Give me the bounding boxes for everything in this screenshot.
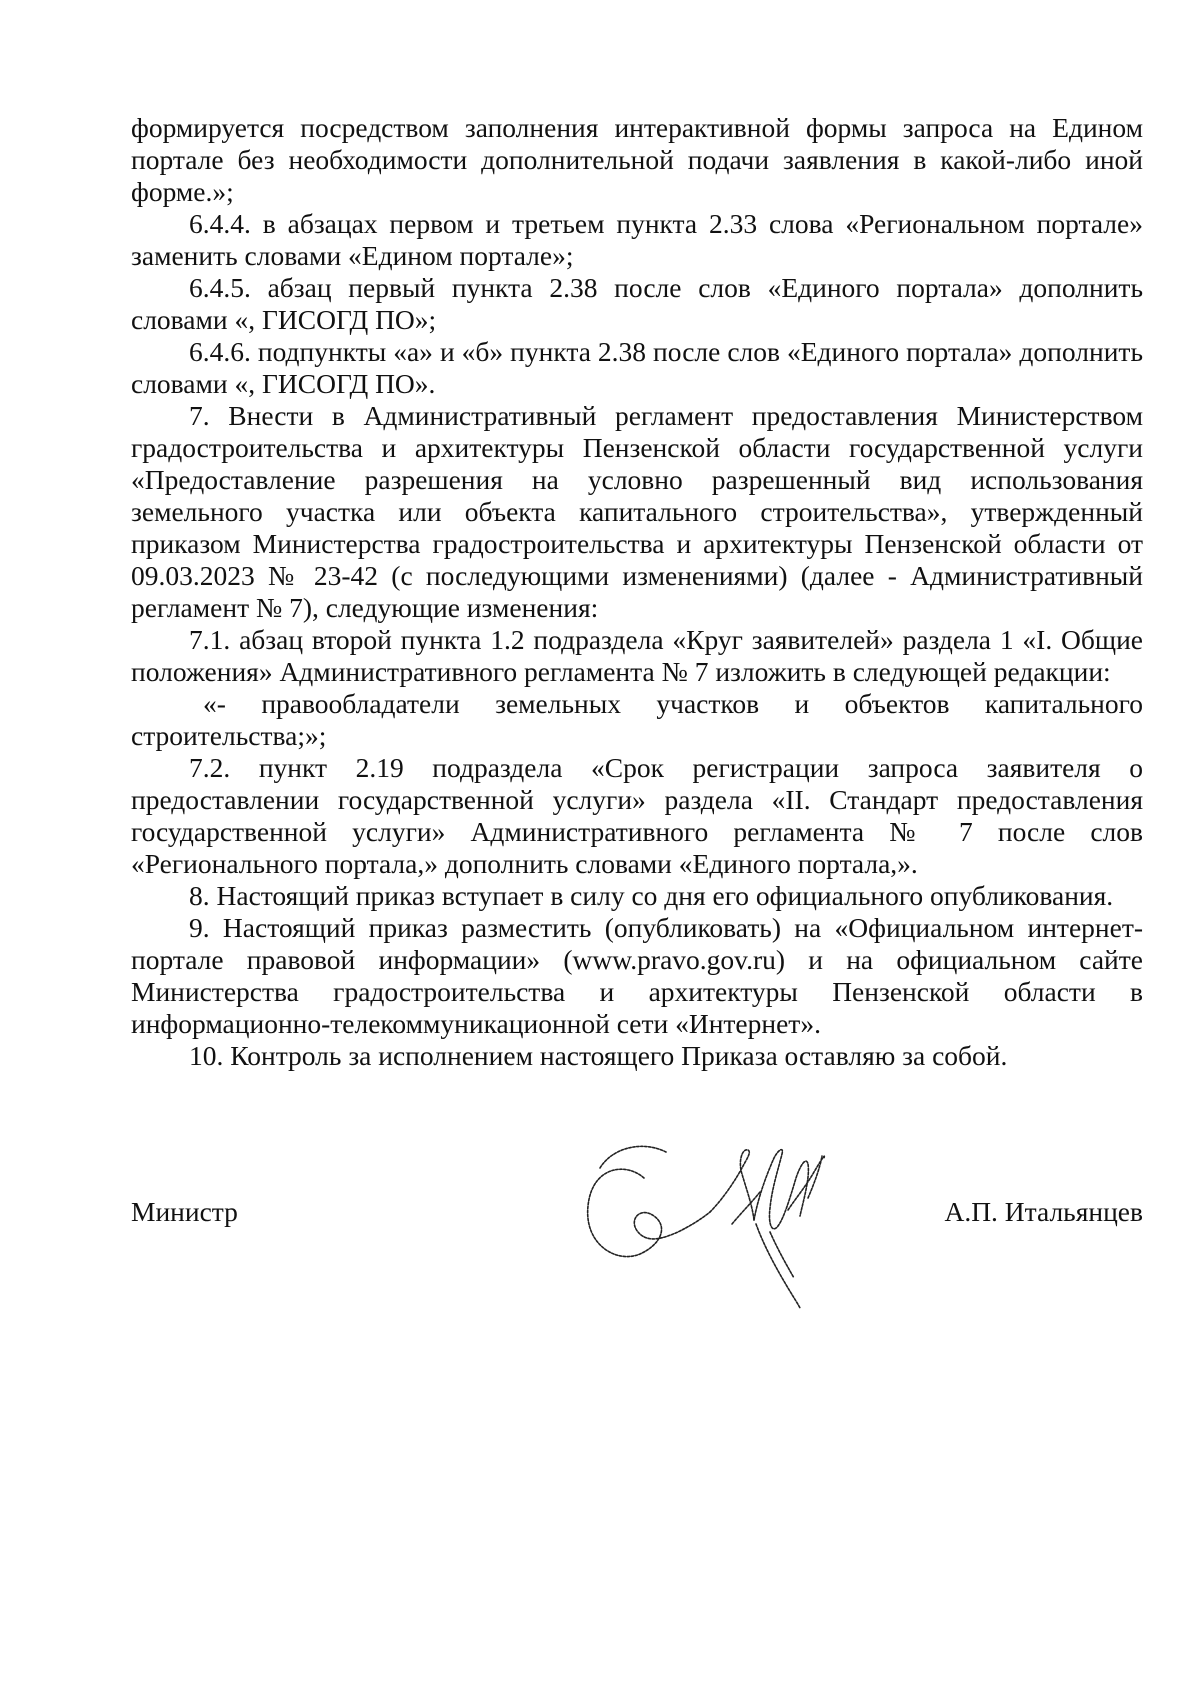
paragraph-9: 9. Настоящий приказ разместить (опубликовать) на «Официальном интернет-портале правовой информации» (www.pravo.gov.ru) и на официальном сайте Министерства градостроительства и архитектуры Пензенской области в информационно-телекоммуникационной сети «Интернет».	[131, 912, 1143, 1039]
paragraph-7-2: 7.2. пункт 2.19 подраздела «Срок регистрации запроса заявителя о предоставлении государственной услуги» раздела «II. Стандарт предоставления государственной услуги» Административного регламента № 7 после слов «Регионального портала,» дополнить словами «Единого портала,».	[131, 752, 1143, 879]
signer-name: А.П. Итальянцев	[944, 1196, 1143, 1227]
paragraph-7-1: 7.1. абзац второй пункта 1.2 подраздела «Круг заявителей» раздела 1 «I. Общие положения» Административного регламента № 7 изложить в следующей редакции:	[131, 624, 1143, 687]
paragraph-7: 7. Внести в Административный регламент предоставления Министерством градостроительства и архитектуры Пензенской области государственной услуги «Предоставление разрешения на условно разрешенный вид использования земельного участка или объекта капитального строительства», утвержденный приказом Министерства градостроительства и архитектуры Пензенской области от 09.03.2023 № 23-42 (с последующими изменениями) (далее - Административный регламент № 7), следующие изменения:	[131, 400, 1143, 623]
paragraph-10: 10. Контроль за исполнением настоящего Приказа оставляю за собой.	[189, 1040, 1008, 1071]
paragraph-6-4-4: 6.4.4. в абзацах первом и третьем пункта 2.33 слова «Региональном портале» заменить словами «Едином портале»;	[131, 208, 1143, 271]
paragraph-continuation: формируется посредством заполнения интерактивной формы запроса на Едином портале без необходимости дополнительной подачи заявления в какой-либо иной форме.»;	[131, 112, 1143, 207]
document-body	[131, 112, 1143, 1072]
paragraph-7-1-quote: «- правообладатели земельных участков и объектов капитального строительства;»;	[131, 688, 1143, 751]
paragraph-8: 8. Настоящий приказ вступает в силу со дня его официального опубликования.	[189, 880, 1114, 911]
paragraph-6-4-6: 6.4.6. подпункты «а» и «б» пункта 2.38 после слов «Единого портала» дополнить словами «, ГИСОГД ПО».	[131, 336, 1143, 399]
handwritten-signature-icon	[582, 1128, 852, 1310]
signer-title: Министр	[131, 1196, 238, 1227]
paragraph-6-4-5: 6.4.5. абзац первый пункта 2.38 после слов «Единого портала» дополнить словами «, ГИСОГД ПО»;	[131, 272, 1143, 335]
